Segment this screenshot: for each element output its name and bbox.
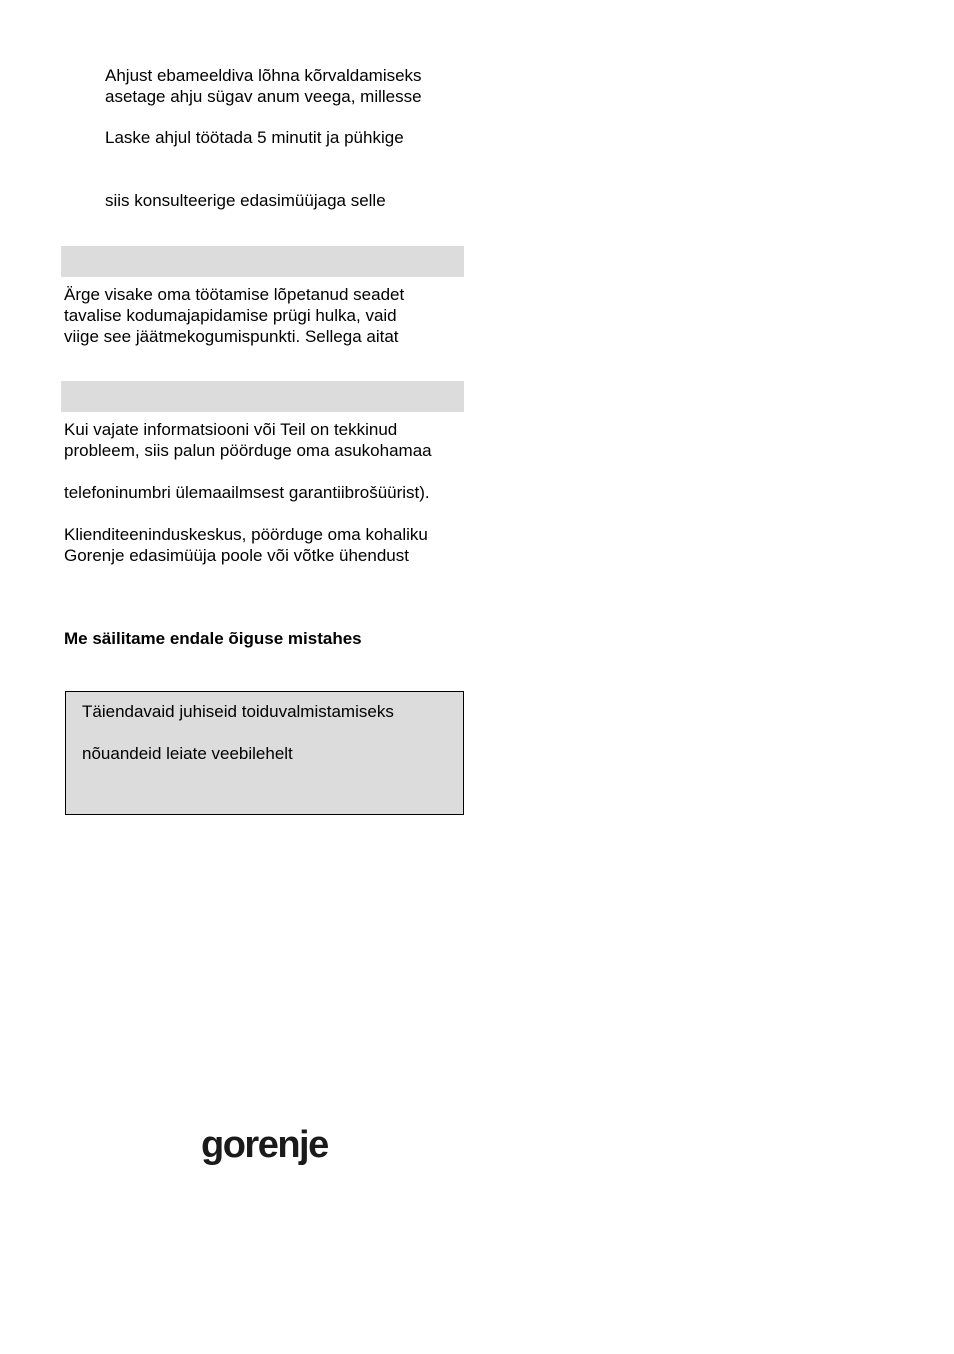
- service-line-5: Gorenje edasimüüja poole või võtke ühendust: [64, 546, 409, 565]
- intro-line-4: siis konsulteerige edasimüüjaga selle: [105, 191, 386, 210]
- service-section-header: [61, 381, 464, 412]
- intro-line-1: Ahjust ebameeldiva lõhna kõrvaldamiseks: [105, 66, 422, 85]
- service-line-1: Kui vajate informatsiooni või Teil on tekkinud: [64, 420, 398, 439]
- gorenje-logo: gorenje: [201, 1124, 328, 1166]
- disposal-section-header: [61, 246, 464, 277]
- disposal-line-3: viige see jäätmekogumispunkti. Sellega aitat: [64, 327, 399, 346]
- disposal-line-2: tavalise kodumajapidamise prügi hulka, vaid: [64, 306, 397, 325]
- info-box: [65, 691, 464, 815]
- disposal-line-1: Ärge visake oma töötamise lõpetanud seadet: [64, 285, 405, 304]
- intro-line-2: asetage ahju sügav anum veega, millesse: [105, 87, 422, 106]
- service-line-2: probleem, siis palun pöörduge oma asukohamaa: [64, 441, 432, 460]
- service-line-3: telefoninumbri ülemaailmsest garantiibrošüürist).: [64, 483, 430, 502]
- rights-note: Me säilitame endale õiguse mistahes: [64, 629, 362, 648]
- info-box-line-1: Täiendavaid juhiseid toiduvalmistamiseks: [82, 702, 394, 721]
- info-box-line-2: nõuandeid leiate veebilehelt: [82, 744, 293, 763]
- intro-line-3: Laske ahjul töötada 5 minutit ja pühkige: [105, 128, 404, 147]
- service-line-4: Klienditeeninduskeskus, pöörduge oma kohaliku: [64, 525, 428, 544]
